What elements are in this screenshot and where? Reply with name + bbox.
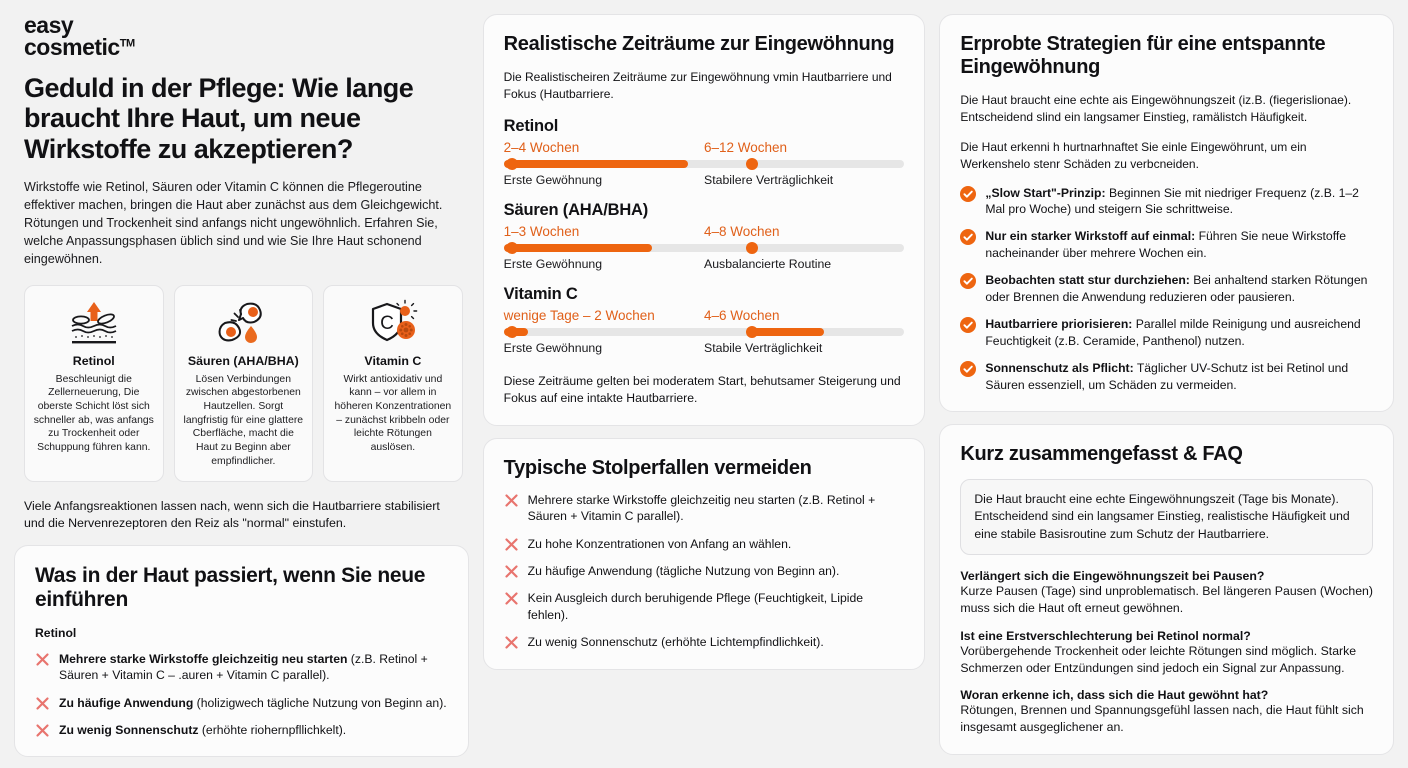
ingredient-description: Lösen Verbindungen zwischen abgestorbenen Hautzellen. Sorgt langfristig für eine glattere Cberfläche, macht die Haut zu Beginn aber empfindlicher. <box>183 373 304 467</box>
timeline-dot-right <box>746 326 758 338</box>
list-item-text: Zu hohe Konzentrationen von Anfang an wählen. <box>527 536 792 551</box>
ingredient-name: Retinol <box>72 353 115 368</box>
ingredient-card-acids <box>174 285 314 482</box>
skin-reaction-title: Was in der Haut passiert, wenn Sie neue einführen <box>35 563 426 612</box>
list-item <box>504 536 905 552</box>
timeline-top-labels <box>504 224 905 239</box>
timeline-right-duration: 4–6 Wochen <box>704 308 780 324</box>
timeline-top-labels <box>504 308 905 323</box>
ingredient-name: Säuren (AHA/BHA) <box>187 353 299 368</box>
ingredient-description: Wirkt antioxidativ und kann – vor allem in höheren Konzentrationen – zunächst kribbeln oder leichte Rötungen auslösen. <box>334 373 452 454</box>
list-item-text: Mehrere starke Wirkstoffe gleichzeitig neu starten (z.B. Retinol + Säuren + Vitamin C parallel). <box>527 492 876 524</box>
timeline-right-duration: 4–8 Wochen <box>704 224 780 240</box>
brand-trademark: TM <box>119 37 135 50</box>
cross-icon <box>504 493 519 508</box>
timeline-bar[interactable] <box>504 160 905 168</box>
faq-card <box>939 424 1394 755</box>
faq-question: Woran erkenne ich, dass sich die Haut gewöhnt hat? <box>960 688 1269 703</box>
timeline-fill-left <box>504 244 652 252</box>
list-item-text: Kein Ausgleich durch beruhigende Pflege (Feuchtigkeit, Lipide fehlen). <box>527 591 864 622</box>
brand-line-2: cosmetic <box>24 34 120 61</box>
timeline-left-phase: Erste Gewöhnung <box>503 257 603 272</box>
pitfalls-card <box>483 438 926 669</box>
cross-icon <box>504 635 519 650</box>
list-item-rest: Beginnen Sie mit niedriger Frequenz (z.B. 1–2 Mal pro Woche) und steigern Sie schrittweise. <box>985 185 1359 216</box>
timeline-group-name: Retinol <box>503 117 559 136</box>
list-item-rest: Täglicher UV-Schutz ist bei Retinol und Säuren essenziell, um Schäden zu vermeiden. <box>985 361 1349 392</box>
timeline-right-duration: 6–12 Wochen <box>704 140 788 156</box>
list-item-rest: (z.B. Retinol + Säuren + Vitamin C – .auren + Vitamin C parallel). <box>59 651 428 683</box>
cross-icon <box>504 537 519 552</box>
timeline-card <box>483 14 926 426</box>
ingredient-card-vitamin-c <box>323 285 463 482</box>
list-item-text <box>985 185 1373 218</box>
list-item <box>504 590 905 623</box>
brand-line-1: easy <box>24 12 74 38</box>
timeline-right-phase: Stabilere Verträglichkeit <box>704 173 834 188</box>
timeline-dot-left <box>506 158 518 170</box>
faq-answer: Rötungen, Brennen und Spannungsgefühl lassen nach, die Haut fühlt sich insgesamt ausgeglichener an. <box>960 703 1364 735</box>
list-item-text <box>985 272 1373 305</box>
list-item-text: Zu häufige Anwendung (tägliche Nutzung von Beginn an). <box>527 564 840 578</box>
ingredient-name: Vitamin C <box>364 353 422 368</box>
hero-intro-text: Wirkstoffe wie Retinol, Säuren oder Vitamin C können die Pflegeroutine effektiver machen, bringen die Haut aber zunächst aus dem Gleichgewicht. Rötungen und Trockenheit sind anfangs nicht ungewöhnlich. Erfahren Sie, welche Anpassungsphasen üblich sind und wie Sie Ihre Haut schonend eingewöhnen. <box>24 179 443 267</box>
cross-icon <box>504 564 519 579</box>
list-item-bold: „Slow Start"-Prinzip: <box>985 185 1106 200</box>
brand-logo <box>20 14 463 59</box>
timeline-left-duration: 2–4 Wochen <box>503 140 580 156</box>
timeline-right-phase: Ausbalancierte Routine <box>704 257 832 272</box>
timeline-dot-right <box>746 242 758 254</box>
list-item-rest: (holizigwech tägliche Nutzung von Beginn an). <box>193 695 447 710</box>
list-item <box>960 360 1373 393</box>
timeline-footnote: Diese Zeiträume gelten bei moderatem Start, behutsamer Steigerung und Fokus auf eine intakte Hautbarriere. <box>503 374 901 406</box>
skin-renewal-icon <box>33 296 155 350</box>
list-item <box>960 228 1373 261</box>
list-item-text <box>59 722 346 738</box>
timeline-bottom-labels <box>504 168 905 187</box>
timeline-group-retinol <box>504 117 905 187</box>
list-item <box>35 651 448 684</box>
cross-icon <box>35 723 50 738</box>
timeline-left-phase: Erste Gewöhnung <box>503 173 603 188</box>
list-item-text <box>59 651 448 684</box>
list-item-bold: Zu wenig Sonnenschutz <box>59 723 199 737</box>
ingredient-card-row <box>20 285 463 482</box>
list-item-text <box>985 316 1373 349</box>
list-item-text <box>985 228 1373 261</box>
page-title: Geduld in der Pflege: Wie lange braucht Ihre Haut, um neue Wirkstoffe zu akzeptieren? <box>24 72 414 165</box>
list-item-bold: Zu häufige Anwendung <box>59 695 194 710</box>
timeline-right-phase: Stabile Verträglichkeit <box>704 341 823 356</box>
timeline-bottom-labels <box>504 252 905 271</box>
acid-molecules-icon <box>183 296 305 350</box>
timeline-dot-left <box>506 242 518 254</box>
check-circle-icon <box>960 317 976 333</box>
list-item <box>504 563 905 579</box>
timeline-fill-right <box>752 328 824 336</box>
list-item-bold: Hautbarriere priorisieren: <box>985 317 1133 332</box>
list-item <box>960 272 1373 305</box>
faq-question: Ist eine Erstverschlechterung bei Retinol normal? <box>960 628 1251 643</box>
list-item-bold: Beobachten statt stur durchziehen: <box>985 273 1190 288</box>
faq-question: Verlängert sich die Eingewöhnungszeit bei Pausen? <box>960 568 1265 583</box>
list-item <box>960 185 1373 218</box>
list-item <box>504 634 905 650</box>
faq-title: Kurz zusammengefasst & FAQ <box>960 443 1243 466</box>
timeline-bar[interactable] <box>504 244 905 252</box>
timeline-bottom-labels <box>504 336 905 355</box>
check-circle-icon <box>960 273 976 289</box>
list-item-rest: (erhöhte riohernpfllichkelt). <box>198 723 347 737</box>
list-item <box>960 316 1373 349</box>
timeline-group-name: Säuren (AHA/BHA) <box>503 201 649 220</box>
timeline-group-name: Vitamin C <box>503 285 578 304</box>
hero-block <box>14 14 469 533</box>
list-item-rest: Parallel milde Reinigung und ausreichend Feuchtigkeit (z.B. Ceramide, Panthenol) nutzen. <box>985 317 1361 348</box>
strategies-paragraph-1: Die Haut braucht eine echte ais Eingewöhnungszeit (iz.B. (fiegerislionae). Entscheidend slind ein langsamer Einstieg, ramälistch Häufigkeit. <box>960 93 1352 125</box>
skin-reaction-sublabel: Retinol <box>35 625 77 640</box>
right-column <box>939 14 1394 755</box>
skin-reaction-list <box>35 651 448 739</box>
pitfalls-title: Typische Stolperfallen vermeiden <box>503 457 812 480</box>
list-item-text: Zu wenig Sonnenschutz (erhöhte Lichtempfindlichkeit). <box>527 635 824 650</box>
list-item <box>35 722 448 738</box>
cross-icon <box>35 696 50 711</box>
ingredient-card-retinol <box>24 285 164 482</box>
timeline-group-acids <box>504 201 905 271</box>
list-item <box>504 492 905 525</box>
list-item <box>35 695 448 711</box>
list-item-bold: Nur ein starker Wirkstoff auf einmal: <box>985 229 1196 244</box>
ingredient-description: Beschleunigt die Zellerneuerung, Die oberste Schicht löst sich schneller ab, was anfangs zu Trockenheit oder Schuppung führen kann. <box>33 373 154 454</box>
strategies-card <box>939 14 1394 412</box>
timeline-bar[interactable] <box>504 328 905 336</box>
vitamin-c-shield-icon <box>332 296 454 350</box>
faq-list <box>960 569 1373 737</box>
check-circle-icon <box>960 186 976 202</box>
timeline-left-duration: 1–3 Wochen <box>503 224 580 240</box>
timeline-intro: Die Realistischeiren Zeiträume zur Eingewöhnung vmin Hautbarriere und Fokus (Hautbarriere. <box>503 70 892 102</box>
check-circle-icon <box>960 361 976 377</box>
hero-note: Viele Anfangsreaktionen lassen nach, wenn sich die Hautbarriere stabilisiert und die Nervenrezeptoren den Reiz als "normal" einstufen. <box>24 498 440 531</box>
list-item-rest: Führen Sie neue Wirkstoffe nacheinander über mehrere Wochen ein. <box>985 229 1347 260</box>
timeline-top-labels <box>504 140 905 155</box>
middle-column <box>483 14 926 670</box>
timeline-left-duration: wenige Tage – 2 Wochen <box>503 308 655 324</box>
faq-answer: Vorübergehende Trockenheit oder leichte Rötungen sind möglich. Starke Schmerzen oder Entzündungen sind jedoch ein Signal zur Anpassung. <box>960 643 1357 675</box>
cross-icon <box>35 652 50 667</box>
faq-answer: Kurze Pausen (Tage) sind unproblematisch. Bel längeren Pausen (Wochen) muss sich die Haut oft erneut gewöhnen. <box>960 583 1373 615</box>
timeline-group-vitamin-c <box>504 285 905 355</box>
list-item-text <box>59 695 447 711</box>
timeline-dot-right <box>746 158 758 170</box>
strategies-paragraph-2: Die Haut erkenni h hurtnarhnaftet Sie einle Eingewöhrunt, um ein Werkenshelo stenr Schäden zu verbcneiden. <box>960 140 1307 172</box>
timeline-dot-left <box>506 326 518 338</box>
timeline-fill-left <box>504 160 688 168</box>
list-item-rest: Bei anhaltend starken Rötungen oder Brennen die Anwendung reduzieren oder pausieren. <box>985 273 1368 304</box>
list-item-text <box>985 360 1373 393</box>
list-item-bold: Sonnenschutz als Pflicht: <box>985 361 1134 376</box>
timeline-left-phase: Erste Gewöhnung <box>503 341 603 356</box>
left-column <box>14 14 469 757</box>
skin-reaction-card <box>14 545 469 758</box>
pitfalls-list <box>504 492 905 651</box>
strategies-list <box>960 185 1373 394</box>
cross-icon <box>504 591 519 606</box>
timeline-title: Realistische Zeiträume zur Eingewöhnung <box>503 33 895 55</box>
svg-text:C: C <box>379 312 394 334</box>
list-item-bold: Mehrere starke Wirkstoffe gleichzeitig neu starten <box>59 651 348 666</box>
check-circle-icon <box>960 229 976 245</box>
faq-summary-box: Die Haut braucht eine echte Eingewöhnungszeit (Tage bis Monate). Entscheidend sind ein langsamer Einstieg, realistische Häufigkeit und eine stabile Basisroutine zum Schutz der Hautbarriere. <box>960 479 1373 554</box>
strategies-title: Erprobte Strategien für eine entspannte Eingewöhnung <box>960 33 1326 79</box>
